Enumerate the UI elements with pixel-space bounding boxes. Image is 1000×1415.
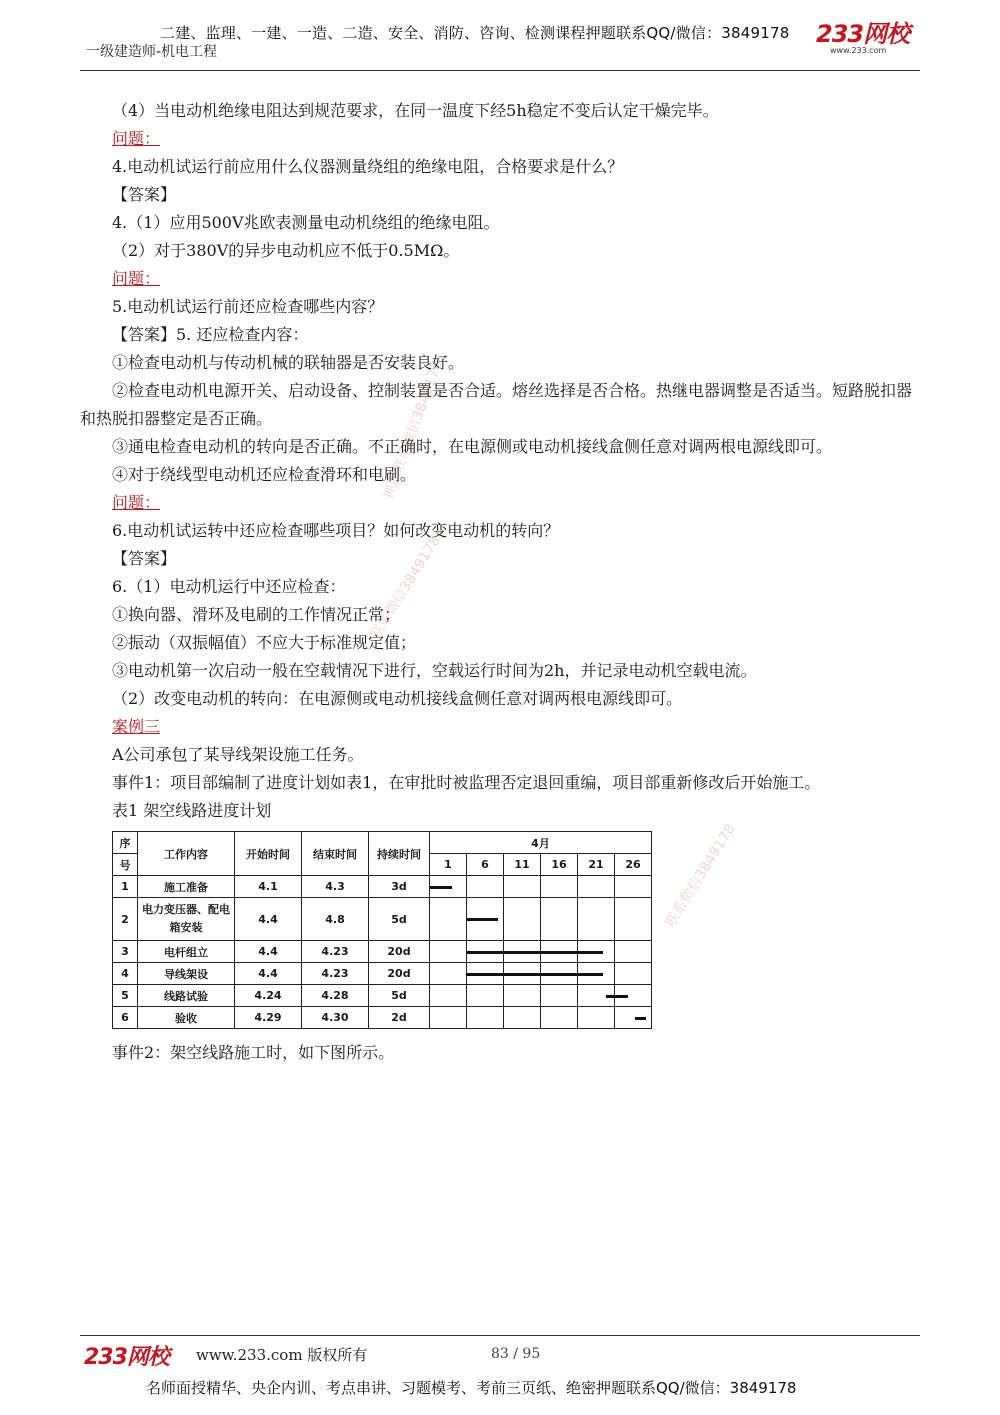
paragraph: ①换向器、滑环及电刷的工作情况正常； [112,605,401,624]
timeline-cell [467,876,504,898]
footer-promo-line: 名师面授精华、央企内训、考点串讲、习题模考、考前三页纸、绝密押题联系QQ/微信：3849178 [146,1379,797,1397]
timeline-cell [541,1007,578,1029]
paragraph: ③通电检查电动机的转向是否正确。不正确时，在电源侧或电动机接线盒侧任意对调两根电源线即可。 [112,437,833,456]
document-body [80,97,920,1067]
cell-start: 4.29 [235,1007,302,1029]
header-subtitle: 一级建造师-机电工程 [86,44,218,60]
timeline-cell [578,1007,615,1029]
table-caption: 表1 架空线路进度计划 [112,801,272,820]
schedule-bar [430,886,452,889]
header-promo-line: 二建、监理、一建、一造、二造、安全、消防、咨询、检测课程押题联系QQ/微信：3849178 [160,24,790,42]
timeline-cell [504,985,541,1007]
paragraph: 【答案】 [112,549,177,568]
page-number: 83 / 95 [491,1346,541,1362]
cell-end: 4.23 [302,941,369,963]
cell-end: 4.3 [302,876,369,898]
timeline-cell [430,898,467,941]
cell-no: 4 [113,963,138,985]
watermark: 联系微信3849178 [662,821,739,931]
timeline-cell [578,876,615,898]
timeline-cell [541,898,578,941]
paragraph: （2）改变电动机的转向：在电源侧或电动机接线盒侧任意对调两根电源线即可。 [112,689,683,708]
timeline-cell [615,876,652,898]
timeline-cell [430,941,467,963]
timeline-cell [430,1007,467,1029]
cell-start: 4.4 [235,941,302,963]
table-row [113,1007,652,1029]
timeline-cell [467,1007,504,1029]
header-day: 16 [541,854,578,876]
paragraph: ②振动（双振幅值）不应大于标准规定值； [112,633,417,652]
schedule-bar [606,995,628,998]
paragraph: 4.电动机试运行前应用什么仪器测量绕组的绝缘电阻，合格要求是什么？ [112,157,624,176]
timeline-cell [430,963,467,985]
cell-duration: 5d [369,898,430,941]
paragraph: （2）对于380V的异步电动机应不低于0.5MΩ。 [112,241,460,260]
cell-end: 4.23 [302,963,369,985]
cell-duration: 20d [369,941,430,963]
timeline-cell [578,898,615,941]
cell-start: 4.24 [235,985,302,1007]
header-month: 4月 [430,832,652,854]
table-row [113,985,652,1007]
paragraph: ③电动机第一次启动一般在空载情况下进行，空载运行时间为2h，并记录电动机空载电流。 [112,661,757,680]
header-day: 21 [578,854,615,876]
cell-work: 施工准备 [138,876,235,898]
cell-work: 线路试验 [138,985,235,1007]
cell-start: 4.1 [235,876,302,898]
timeline-cell [467,985,504,1007]
timeline-cell [615,898,652,941]
paragraph: 5.电动机试运行前还应检查哪些内容？ [112,297,384,316]
paragraph: A公司承包了某导线架设施工任务。 [112,745,364,764]
cell-no: 5 [113,985,138,1007]
question-heading: 问题： [112,493,161,512]
schedule-bar [466,973,603,976]
timeline-cell [430,876,467,898]
schedule-bar [466,951,603,954]
cell-no: 1 [113,876,138,898]
timeline-cell [541,985,578,1007]
footer-logo: 233网校 [84,1345,169,1370]
table-row [113,898,652,941]
header-day: 6 [467,854,504,876]
paragraph: 4.（1）应用500V兆欧表测量电动机绕组的绝缘电阻。 [112,213,500,232]
cell-end: 4.8 [302,898,369,941]
header-end: 结束时间 [302,832,369,876]
header-day: 26 [615,854,652,876]
schedule-table [112,831,652,1029]
schedule-bar [466,918,498,921]
paragraph: 【答案】5. 还应检查内容： [112,325,309,344]
question-heading: 案例三 [112,717,161,736]
paragraph: ④对于绕线型电动机还应检查滑环和电刷。 [112,465,417,484]
cell-end: 4.30 [302,1007,369,1029]
brand-logo-url: www.233.com [830,46,887,55]
header-day: 11 [504,854,541,876]
timeline-cell [615,963,652,985]
question-heading: 问题： [112,129,161,148]
paragraph: 6.电动机试运转中还应检查哪些项目？如何改变电动机的转向？ [112,521,560,540]
paragraph: 【答案】 [112,185,177,204]
timeline-cell [430,985,467,1007]
paragraph: 事件1：项目部编制了进度计划如表1，在审批时被监理否定退回重编，项目部重新修改后开始施工。 [112,773,821,792]
cell-work: 电杆组立 [138,941,235,963]
table-row [113,963,652,985]
cell-duration: 2d [369,1007,430,1029]
header-work: 工作内容 [138,832,235,876]
question-heading: 问题： [112,269,161,288]
timeline-cell [504,1007,541,1029]
schedule-bar [635,1017,646,1020]
cell-no: 2 [113,898,138,941]
table-row [113,876,652,898]
header-no-bottom: 号 [113,854,138,876]
paragraph: 6.（1）电动机运行中还应检查： [112,577,346,596]
event-2-text: 事件2：架空线路施工时，如下图所示。 [112,1043,395,1062]
timeline-cell [541,876,578,898]
cell-work: 电力变压器、配电箱安装 [138,898,235,941]
header-start: 开始时间 [235,832,302,876]
header-day: 1 [430,854,467,876]
watermark: 押题联系微信3849178 [380,358,446,502]
timeline-cell [615,941,652,963]
cell-start: 4.4 [235,898,302,941]
footer-divider [80,1335,920,1336]
paragraph: ②检查电动机电源开关、启动设备、控制装置是否合适。熔丝选择是否合格。热继电器调整是否适当。短路脱扣器和热脱扣器整定是否正确。 [80,381,913,428]
cell-end: 4.28 [302,985,369,1007]
paragraph: ①检查电动机与传动机械的联轴器是否安装良好。 [112,353,465,372]
timeline-cell [504,898,541,941]
cell-work: 验收 [138,1007,235,1029]
header-divider [80,70,920,71]
paragraph: （4）当电动机绝缘电阻达到规范要求，在同一温度下经5h稳定不变后认定干燥完毕。 [112,101,719,120]
watermark: 联系微信3849178 [367,533,444,643]
cell-work: 导线架设 [138,963,235,985]
timeline-cell [504,876,541,898]
paragraph-list [80,97,920,797]
cell-duration: 20d [369,963,430,985]
brand-logo [816,22,926,66]
footer-copyright: www.233.com 版权所有 [196,1346,368,1364]
cell-no: 3 [113,941,138,963]
cell-start: 4.4 [235,963,302,985]
brand-logo-text: 233网校 [816,20,910,48]
header-duration: 持续时间 [369,832,430,876]
header-no-top: 序 [113,832,138,854]
cell-duration: 5d [369,985,430,1007]
cell-duration: 3d [369,876,430,898]
table-row [113,941,652,963]
cell-no: 6 [113,1007,138,1029]
